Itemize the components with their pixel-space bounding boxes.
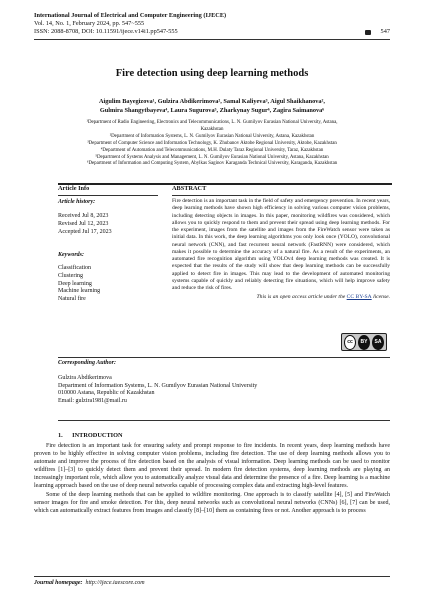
book-icon	[365, 30, 371, 35]
corresponding-line: Department of Information Systems, L. N. Gumilyov Eurasian National University	[58, 382, 258, 389]
keyword-item: Clustering	[58, 272, 83, 279]
journal-issn: ISSN: 2088-8708, DOI: 10.11591/ijece.v14i1.pp547-555	[34, 28, 178, 35]
abstract-rule	[172, 195, 390, 196]
keyword-item: Machine learning	[58, 288, 101, 295]
affiliation-line: ³Department of Computer Science and Information Technology, K. Zhubanov Aktobe Regional University, Aktobe, Kazakhstan	[87, 140, 337, 146]
history-item: Revised Jul 12, 2023	[58, 220, 109, 227]
sa-icon: SA	[372, 335, 384, 350]
corresponding-line: 010000 Astana, Republic of Kazakhstan	[58, 390, 155, 397]
corresponding-author	[58, 360, 390, 406]
cc-by-sa-badge[interactable]	[341, 333, 387, 351]
affiliation-line: ²Department of Information Systems, L. N. Gumilyov Eurasian National University, Astana, Kazakhstan	[109, 133, 315, 139]
by-icon: BY	[358, 335, 370, 350]
history-list	[58, 213, 112, 236]
abstract-heading: ABSTRACT	[172, 185, 207, 192]
info-box-mid-rule	[58, 357, 390, 358]
license-link[interactable]: CC BY-SA	[346, 294, 372, 300]
author-list	[34, 98, 390, 115]
keywords-label: Keywords:	[58, 252, 84, 258]
cc-icon: cc	[344, 335, 356, 350]
article-info-heading: Article Info	[58, 185, 90, 192]
affiliations	[34, 120, 390, 168]
affiliation-line: Kazakhstan	[200, 126, 224, 132]
info-box-bottom-rule	[58, 420, 390, 421]
history-item: Received Jul 8, 2023	[58, 213, 109, 219]
article-info-column	[58, 185, 158, 303]
introduction-heading: 1. INTRODUCTION	[58, 432, 123, 439]
affiliation-line: ⁴Department of Automation and Telecommunications, M.H. Dulaty Taraz Regional University, Taraz, Kazakhstan	[100, 147, 324, 153]
keywords-list	[58, 265, 100, 304]
footer-divider	[34, 576, 390, 577]
keyword-item: Deep learning	[58, 280, 92, 287]
history-item: Accepted Jul 17, 2023	[58, 228, 112, 235]
abstract-column	[172, 185, 390, 300]
paper-title: Fire detection using deep learning methods	[115, 68, 309, 79]
introduction-paragraph: Some of the deep learning methods that can be applied to wildfire monitoring. One approach is to classify satellite [4], [5] and FireWatch sensor images for fire and smoke detection. For this, deep neural networks such as convolutional neural networks (CNNs) [6], [7] can be used, which can automatically extract features from images and classify [8]–[10] them as containing fires or not. Another approach is to process	[34, 491, 390, 514]
affiliation-line: ⁶Department of Information and Computing System, Abylkas Saginov Karaganda Technical University, Karaganda, Kazakhstan	[86, 161, 338, 167]
affiliation-line: ⁵Department of Systems Analysis and Management, L. N. Gumilyov Eurasian National University, Astana, Kazakhstan	[95, 154, 329, 160]
introduction-body	[34, 442, 390, 515]
authors-line: Gulmira Shangytbayeva⁴, Laura Sugurova⁵, Zharkynay Sugur⁶, Zagira Saimanova⁶	[99, 106, 325, 114]
article-info-rule	[58, 195, 158, 196]
keyword-item: Classification	[58, 265, 91, 271]
journal-header	[34, 12, 390, 36]
corresponding-line: Gulzira Abdikerimova	[58, 374, 112, 381]
license-suffix: license.	[371, 294, 390, 300]
license-note	[172, 294, 390, 300]
page-number: 547	[380, 28, 390, 35]
introduction-paragraph: Fire detection is an important task for ensuring safety and prompt response to fire incidents. In recent years, deep learning methods have proven to be highly effective in solving computer vision problems, including fire detection. The use of deep learning methods allows you to automate and improve the process of fire detection based on the analysis of visual information. Deep learning methods can be used to monitor wildfires [1]–[3] to quickly detect them and prevent their spread. In modern fire detection systems, deep learning methods are playing an increasingly important role, which allow you to automatically analyze visual data and determine the presence of a fire. Deep learning is a machine learning approach based on the use of deep neural networks capable of processing complex data and extracting high-level features.	[34, 443, 390, 490]
journal-name: International Journal of Electrical and Computer Engineering (IJECE)	[34, 12, 227, 19]
journal-volume: Vol. 14, No. 1, February 2024, pp. 547~555	[34, 20, 145, 27]
footer-url[interactable]: http://ijece.iaescore.com	[85, 580, 145, 586]
keyword-item: Natural fire	[58, 296, 86, 303]
affiliation-line: ¹Department of Radio Engineering, Electronics and Telecommunications, L. N. Gumilyov Eurasian National University, Astana,	[86, 120, 338, 125]
corresponding-details	[58, 375, 390, 406]
history-label: Article history:	[58, 199, 96, 205]
footer-label: Journal homepage:	[34, 580, 83, 586]
authors-line: Aigulim Bayegizova¹, Gulzira Abdikerimova², Samal Kaliyeva³, Aigul Shaikhanova²,	[98, 98, 326, 105]
corresponding-line: Email: gulzira1981@mail.ru	[58, 398, 127, 405]
abstract-text: Fire detection is an important task in the field of safety and emergency prevention. In recent years, deep learning methods have shown high efficiency in solving various computer vision problems, including detecting objects in images. In this paper, monitoring wildfires was considered, which allows you to quickly respond to them and prevent their spread using deep learning methods. For the experiment, images from the satellite and images from the FireWatch sensor were taken as initial data. In this work, the deep learning algorithms you only look once (YOLO), convolutional neural network (CNN), and fast recurrent neural network (FastRNN) were considered, which makes it possible to determine the accuracy of a natural fire. As a result of the experiments, an automated fire recognition algorithm using YOLOv4 deep learning methods was created. It is expected that the results of the study will show that deep learning methods can be successfully applied to detect fire in images. This may lead to the development of automated monitoring systems capable of quickly and reliably detecting fire situations, which will help improve safety and reduce the risk of fires.	[172, 198, 390, 291]
corresponding-label: Corresponding Author:	[58, 360, 116, 366]
header-divider	[34, 39, 390, 40]
license-prefix: This is an open access article under the	[256, 294, 347, 300]
page-footer	[34, 580, 390, 586]
